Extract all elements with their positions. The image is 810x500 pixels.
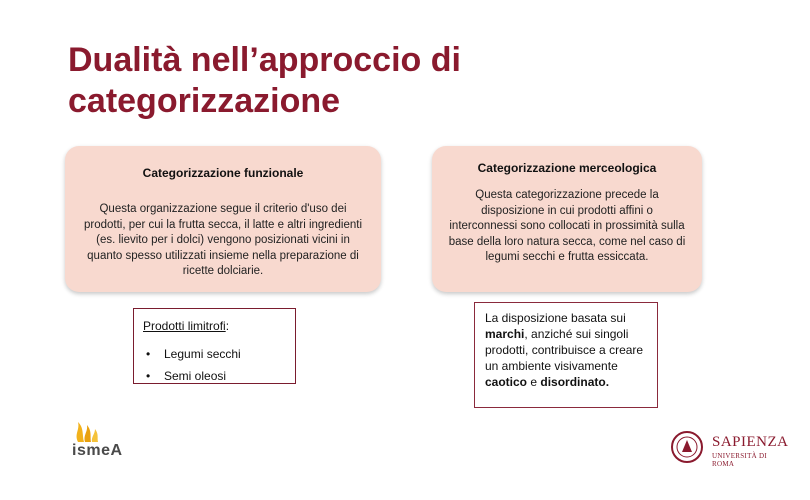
- brand-layout-note-box: [474, 302, 658, 408]
- sapienza-seal-icon: [670, 430, 704, 464]
- sapienza-logo: [670, 430, 790, 470]
- card-functional-heading: Categorizzazione funzionale: [142, 166, 304, 180]
- card-merchandise-body: Questa categorizzazione precede la disposizione in cui prodotti affini o interconnessi sono collocati in prossimità sulla base della loro natura secca, come nel caso di legumi secchi e frutta essiccata.: [448, 189, 686, 263]
- slide-title: Dualità nell’approccio di categorizzazione: [68, 41, 461, 120]
- bullet-icon: •: [146, 369, 151, 383]
- adjacent-products-box: [133, 308, 296, 384]
- note-text: e: [527, 375, 541, 389]
- list-item-text: Semi oleosi: [164, 369, 227, 383]
- sapienza-name: SAPIENZA: [712, 434, 789, 450]
- note-bold-disordered: disordinato.: [540, 375, 610, 389]
- sapienza-subtitle: UNIVERSITÀ DI ROMA: [712, 452, 768, 468]
- bullet-icon: •: [146, 347, 151, 361]
- note-text: , anziché sui singoli prodotti, contribuisce a creare un ambiente visivamente: [485, 327, 644, 373]
- note-bold-brands: marchi: [485, 327, 525, 341]
- list-item: [146, 343, 241, 365]
- adjacent-products-heading-text: Prodotti limitrofi: [143, 319, 226, 333]
- list-item-text: Legumi secchi: [164, 347, 241, 361]
- adjacent-products-heading-colon: :: [225, 319, 230, 333]
- card-functional-categorization: [65, 146, 381, 292]
- list-item: [146, 365, 241, 387]
- card-functional-body: Questa organizzazione segue il criterio d'uso dei prodotti, per cui la frutta secca, il latte e altri ingredienti (es. lievito per i dolci) vengono posizionati vicini in quanto spesso utilizzati insieme nella preparazione di ricette dolciarie.: [83, 203, 363, 277]
- adjacent-products-heading: [143, 319, 229, 333]
- card-merchandise-heading: Categorizzazione merceologica: [477, 161, 657, 175]
- note-bold-chaotic: caotico: [485, 375, 528, 389]
- note-text: La disposizione basata sui: [485, 311, 626, 325]
- adjacent-products-list: [146, 343, 241, 387]
- card-merchandise-categorization: [432, 146, 702, 292]
- ismea-wordmark: ismeA: [72, 442, 123, 459]
- ismea-flame-icon: [72, 420, 102, 444]
- ismea-logo: [72, 420, 142, 470]
